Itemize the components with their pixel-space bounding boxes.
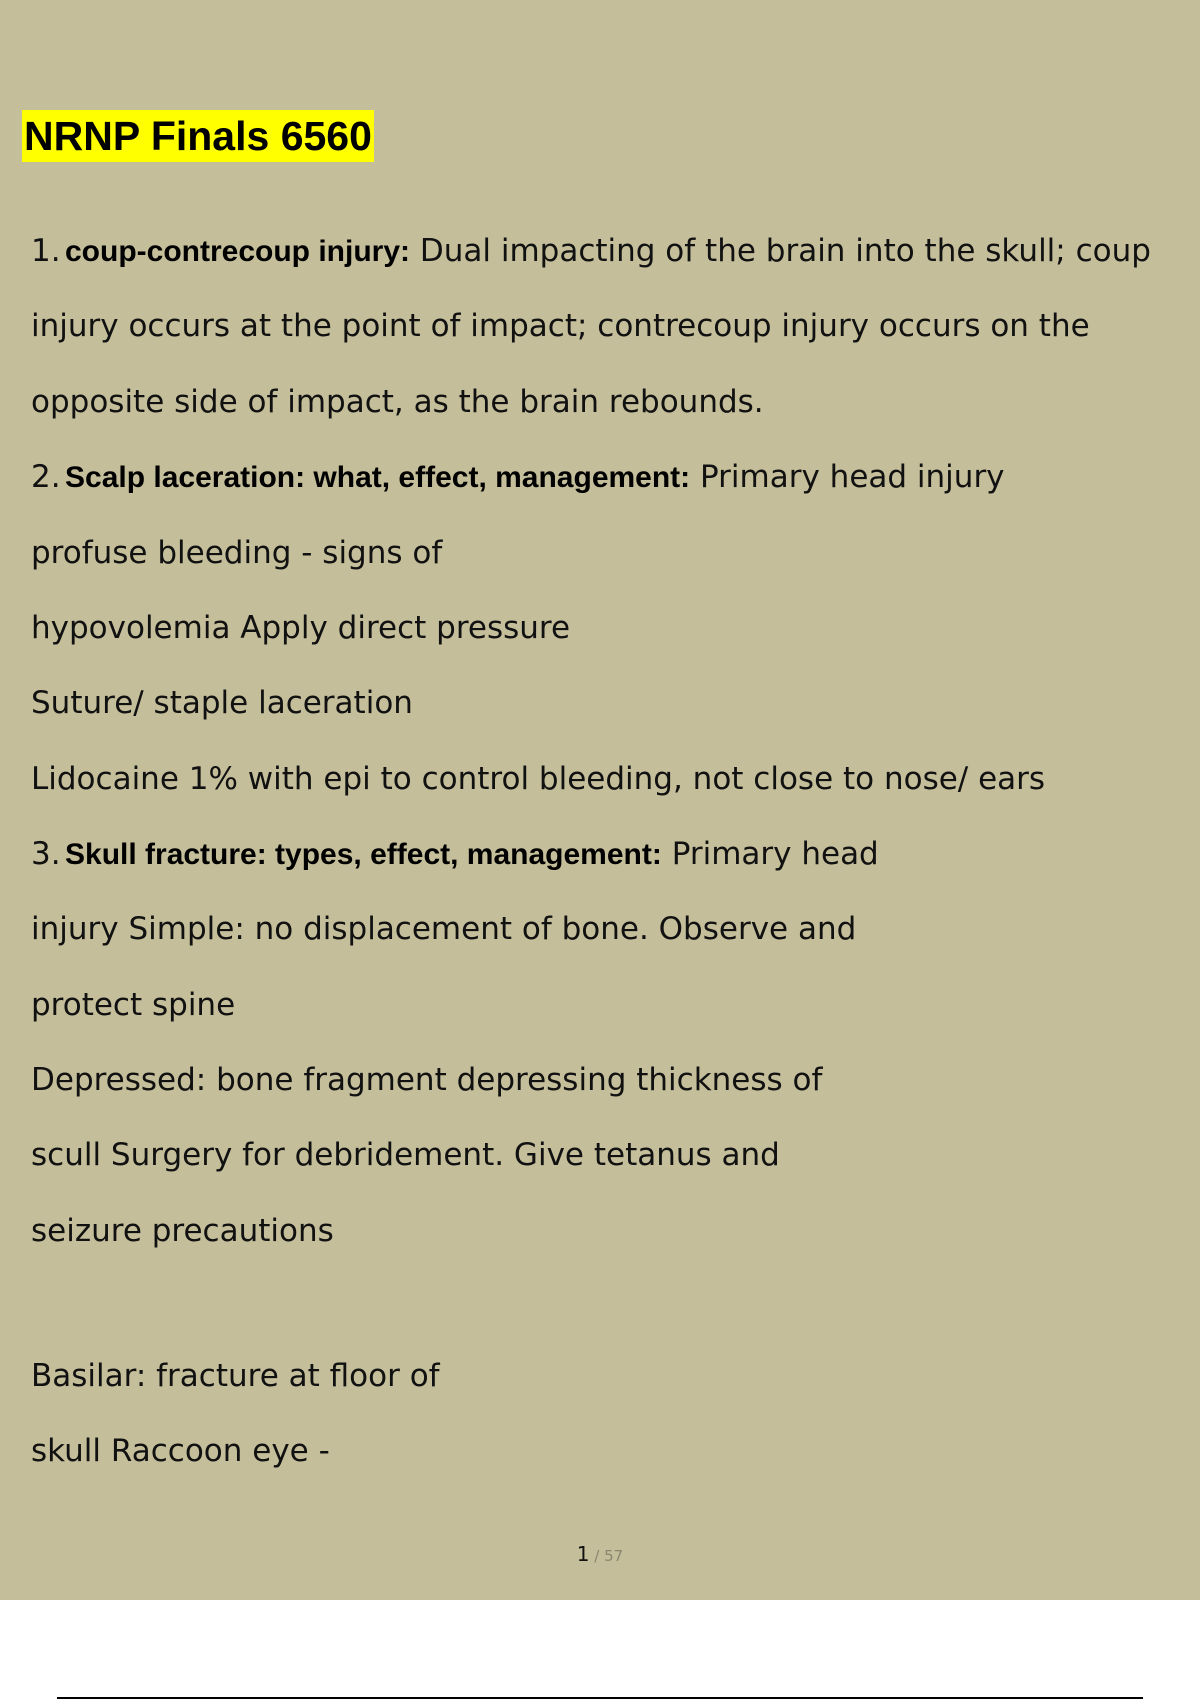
page-indicator xyxy=(0,1542,1200,1566)
item-number: 1. xyxy=(31,233,61,269)
item-2-heading xyxy=(31,457,1005,498)
next-page-divider xyxy=(57,1697,1143,1699)
body-line: skull Raccoon eye - xyxy=(31,1433,330,1469)
item-term: Scalp laceration: what, effect, management: xyxy=(65,461,691,494)
item-text: Dual impacting of the brain into the skull; coup xyxy=(410,233,1151,269)
body-line: Depressed: bone fragment depressing thickness of xyxy=(31,1062,823,1098)
body-line: injury Simple: no displacement of bone. Observe and xyxy=(31,911,857,947)
body-line: opposite side of impact, as the brain rebounds. xyxy=(31,384,764,420)
item-3-heading xyxy=(31,834,879,875)
body-line: Suture/ staple laceration xyxy=(31,685,413,721)
body-line: Basilar: fracture at floor of xyxy=(31,1358,440,1394)
body-line: seizure precautions xyxy=(31,1213,334,1249)
body-line: Lidocaine 1% with epi to control bleeding, not close to nose/ ears xyxy=(31,761,1046,797)
body-line: injury occurs at the point of impact; contrecoup injury occurs on the xyxy=(31,308,1090,344)
page-total: / 57 xyxy=(589,1547,624,1565)
item-1-heading xyxy=(31,231,1151,272)
body-line: profuse bleeding - signs of xyxy=(31,535,443,571)
item-number: 2. xyxy=(31,459,61,495)
item-text: Primary head injury xyxy=(690,459,1005,495)
item-term: Skull fracture: types, effect, management: xyxy=(65,838,662,871)
body-line: hypovolemia Apply direct pressure xyxy=(31,610,571,646)
document-title: NRNP Finals 6560 xyxy=(22,110,374,162)
body-line: scull Surgery for debridement. Give tetanus and xyxy=(31,1137,780,1173)
item-term: coup-contrecoup injury: xyxy=(65,235,410,268)
item-number: 3. xyxy=(31,836,61,872)
item-text: Primary head xyxy=(661,836,879,872)
body-line: protect spine xyxy=(31,987,236,1023)
page-current: 1 xyxy=(576,1542,590,1566)
